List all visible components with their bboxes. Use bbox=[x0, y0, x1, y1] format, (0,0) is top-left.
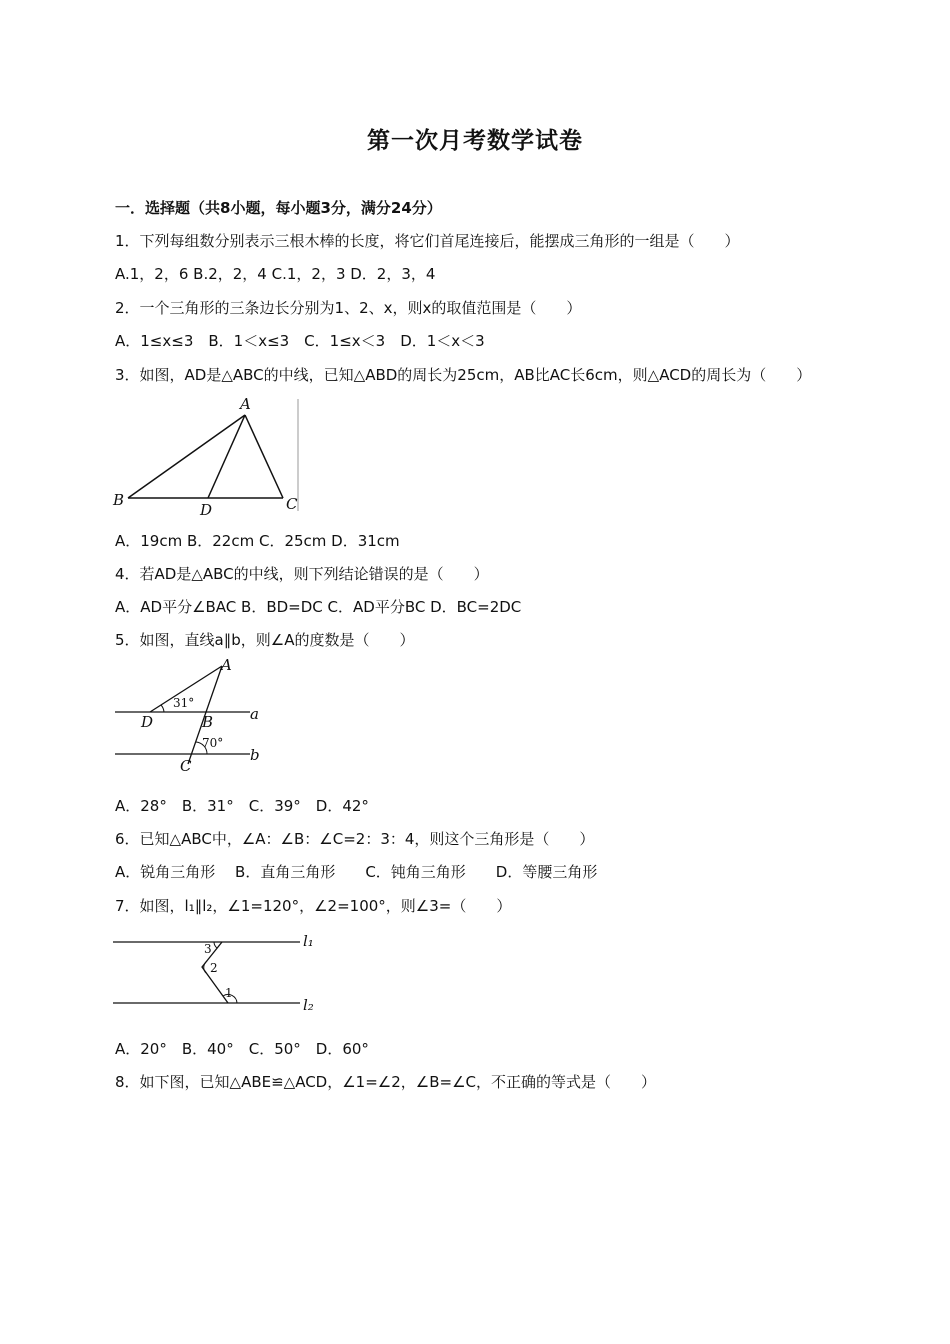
question-2-options: A．1≤x≤3 B．1＜x≤3 C．1≤x＜3 D．1＜x＜3 bbox=[115, 332, 485, 350]
label-b: B bbox=[113, 491, 125, 509]
label-b: B bbox=[202, 713, 214, 731]
question-7-options: A．20° B．40° C．50° D．60° bbox=[115, 1040, 369, 1058]
question-1-stem: 1．下列每组数分别表示三根木棒的长度，将它们首尾连接后，能摆成三角形的一组是（ ） bbox=[115, 232, 740, 250]
question-4-stem: 4．若AD是△ABC的中线，则下列结论错误的是（ ） bbox=[115, 565, 489, 583]
question-3-stem: 3．如图，AD是△ABC的中线，已知△ABD的周长为25cm，AB比AC长6cm，则△ACD的周长为（ ） bbox=[115, 366, 812, 384]
question-5-options: A．28° B．31° C．39° D．42° bbox=[115, 797, 369, 815]
angle-label-70: 70° bbox=[202, 736, 224, 750]
label-line-a: a bbox=[250, 705, 259, 723]
angle-label-1: 1 bbox=[225, 986, 233, 1000]
label-line-b: b bbox=[250, 746, 260, 764]
angle-arc-d bbox=[161, 705, 164, 712]
question-6-stem: 6．已知△ABC中，∠A：∠B：∠C=2：3：4，则这个三角形是（ ） bbox=[115, 830, 595, 848]
segment-ab bbox=[128, 415, 245, 498]
label-a: A bbox=[240, 395, 251, 413]
question-5-figure bbox=[110, 654, 270, 776]
angle-label-2: 2 bbox=[210, 961, 218, 975]
page-title: 第一次月考数学试卷 bbox=[367, 128, 583, 154]
label-c: C bbox=[180, 757, 192, 775]
label-a-point: A bbox=[221, 656, 232, 674]
question-7-stem: 7．如图，l₁∥l₂，∠1=120°，∠2=100°，则∠3=（ ） bbox=[115, 897, 512, 915]
angle-label-31: 31° bbox=[173, 696, 195, 710]
question-8-stem: 8．如下图，已知△ABE≌△ACD，∠1=∠2，∠B=∠C，不正确的等式是（ ） bbox=[115, 1073, 657, 1091]
question-3-figure bbox=[108, 393, 308, 518]
question-3-options: A．19cm B．22cm C．25cm D．31cm bbox=[115, 532, 400, 550]
angle-arc-3 bbox=[214, 942, 217, 948]
label-l2: l₂ bbox=[303, 996, 314, 1014]
label-c: C bbox=[286, 495, 298, 513]
question-1-options: A.1，2，6 B.2，2，4 C.1，2，3 D．2，3，4 bbox=[115, 265, 436, 283]
question-7-figure bbox=[110, 925, 325, 1020]
section-heading: 一．选择题（共8小题，每小题3分，满分24分） bbox=[115, 199, 442, 217]
label-d: D bbox=[200, 501, 213, 518]
question-2-stem: 2．一个三角形的三条边长分别为1、2、x，则x的取值范围是（ ） bbox=[115, 299, 582, 317]
angle-label-3: 3 bbox=[204, 942, 212, 956]
label-l1: l₁ bbox=[303, 932, 314, 950]
question-5-stem: 5．如图，直线a∥b，则∠A的度数是（ ） bbox=[115, 631, 415, 649]
question-6-options: A．锐角三角形 B．直角三角形 C．钝角三角形 D．等腰三角形 bbox=[115, 863, 598, 881]
question-4-options: A．AD平分∠BAC B．BD=DC C．AD平分BC D．BC=2DC bbox=[115, 598, 522, 616]
segment-ac bbox=[245, 415, 283, 498]
label-d: D bbox=[141, 713, 154, 731]
